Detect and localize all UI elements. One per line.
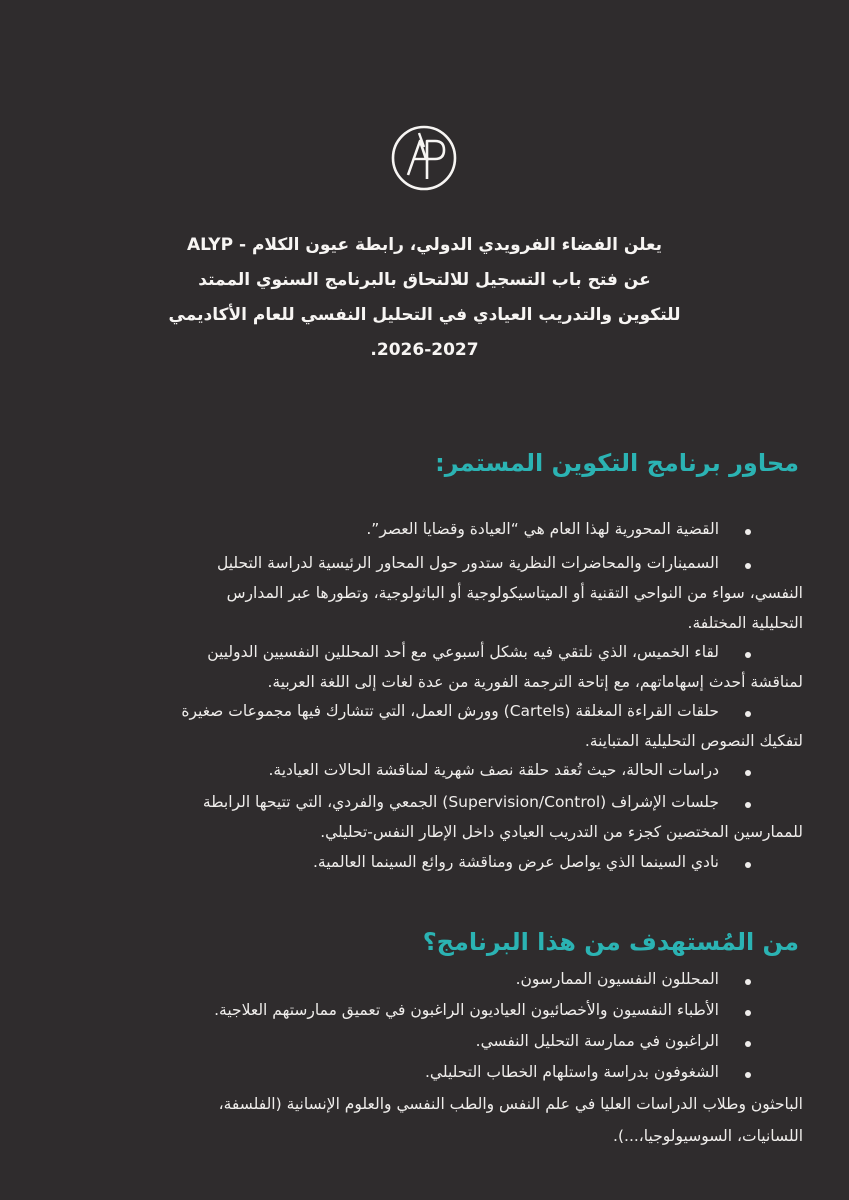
section-heading-target-audience: من المُستهدف من هذا البرنامج؟ (422, 928, 799, 956)
bullet-icon (745, 862, 751, 868)
bullet-icon (745, 1072, 751, 1078)
list-item-continuation: النفسي، سواء من النواحي التقنية أو الميتاسيكولوجية أو الباثولوجية، وتطورها عبر المدارس (226, 584, 803, 602)
list-item: حلقات القراءة المغلقة (Cartels) وورش العمل، التي تتشارك فيها مجموعات صغيرة (181, 702, 719, 720)
intro-line: للتكوين والتدريب العيادي في التحليل النفسي للعام الأكاديمي (168, 305, 681, 325)
bullet-icon (745, 563, 751, 569)
list-item-continuation: لمناقشة أحدث إسهاماتهم، مع إتاحة الترجمة الفورية من عدة لغات إلى اللغة العربية. (267, 673, 803, 691)
list-item: لقاء الخميس، الذي نلتقي فيه بشكل أسبوعي مع أحد المحللين النفسيين الدوليين (207, 643, 719, 661)
list-item-continuation: التحليلية المختلفة. (687, 614, 803, 632)
list-item: جلسات الإشراف (Supervision/Control) الجمعي والفردي، التي تتيحها الرابطة (202, 793, 719, 811)
intro-line: 2026-2027. (370, 340, 479, 360)
list-item-continuation: لتفكيك النصوص التحليلية المتباينة. (584, 732, 803, 750)
bullet-icon (745, 770, 751, 776)
list-item: الأطباء النفسيون والأخصائيون العياديون الراغبون في تعميق ممارستهم العلاجية. (214, 1001, 719, 1019)
bullet-icon (745, 1041, 751, 1047)
intro-line: يعلن الفضاء الفرويدي الدولي، رابطة عيون الكلام - ALYP (186, 235, 663, 255)
list-item: الراغبون في ممارسة التحليل النفسي. (475, 1032, 719, 1050)
bullet-icon (745, 1010, 751, 1016)
list-item-continuation: للممارسين المختصين كجزء من التدريب العيادي داخل الإطار النفس-تحليلي. (320, 823, 803, 841)
bullet-icon (745, 711, 751, 717)
bullet-icon (745, 652, 751, 658)
intro-line: عن فتح باب التسجيل للالتحاق بالبرنامج السنوي الممتد (198, 270, 651, 290)
list-item: نادي السينما الذي يواصل عرض ومناقشة روائع السينما العالمية. (312, 853, 719, 871)
list-item: الشغوفون بدراسة واستلهام الخطاب التحليلي. (424, 1063, 719, 1081)
announcement-intro (100, 228, 749, 368)
list-item: المحللون النفسيون الممارسون. (515, 970, 719, 988)
list-item: دراسات الحالة، حيث تُعقد حلقة نصف شهرية لمناقشة الحالات العيادية. (268, 761, 719, 779)
section-heading-program-axes: محاور برنامج التكوين المستمر: (435, 449, 799, 477)
list-item: القضية المحورية لهذا العام هي “العيادة وقضايا العصر”. (366, 520, 719, 538)
bullet-icon (745, 529, 751, 535)
alp-monogram-logo (391, 125, 457, 191)
bullet-icon (745, 979, 751, 985)
list-item-plain: الباحثون وطلاب الدراسات العليا في علم النفس والطب النفسي والعلوم الإنسانية (الفلسفة، (218, 1095, 803, 1113)
bullet-icon (745, 802, 751, 808)
list-item-continuation: اللسانيات، السوسيولوجيا،...). (613, 1127, 803, 1145)
list-item: السمينارات والمحاضرات النظرية ستدور حول المحاور الرئيسية لدراسة التحليل (216, 554, 719, 572)
